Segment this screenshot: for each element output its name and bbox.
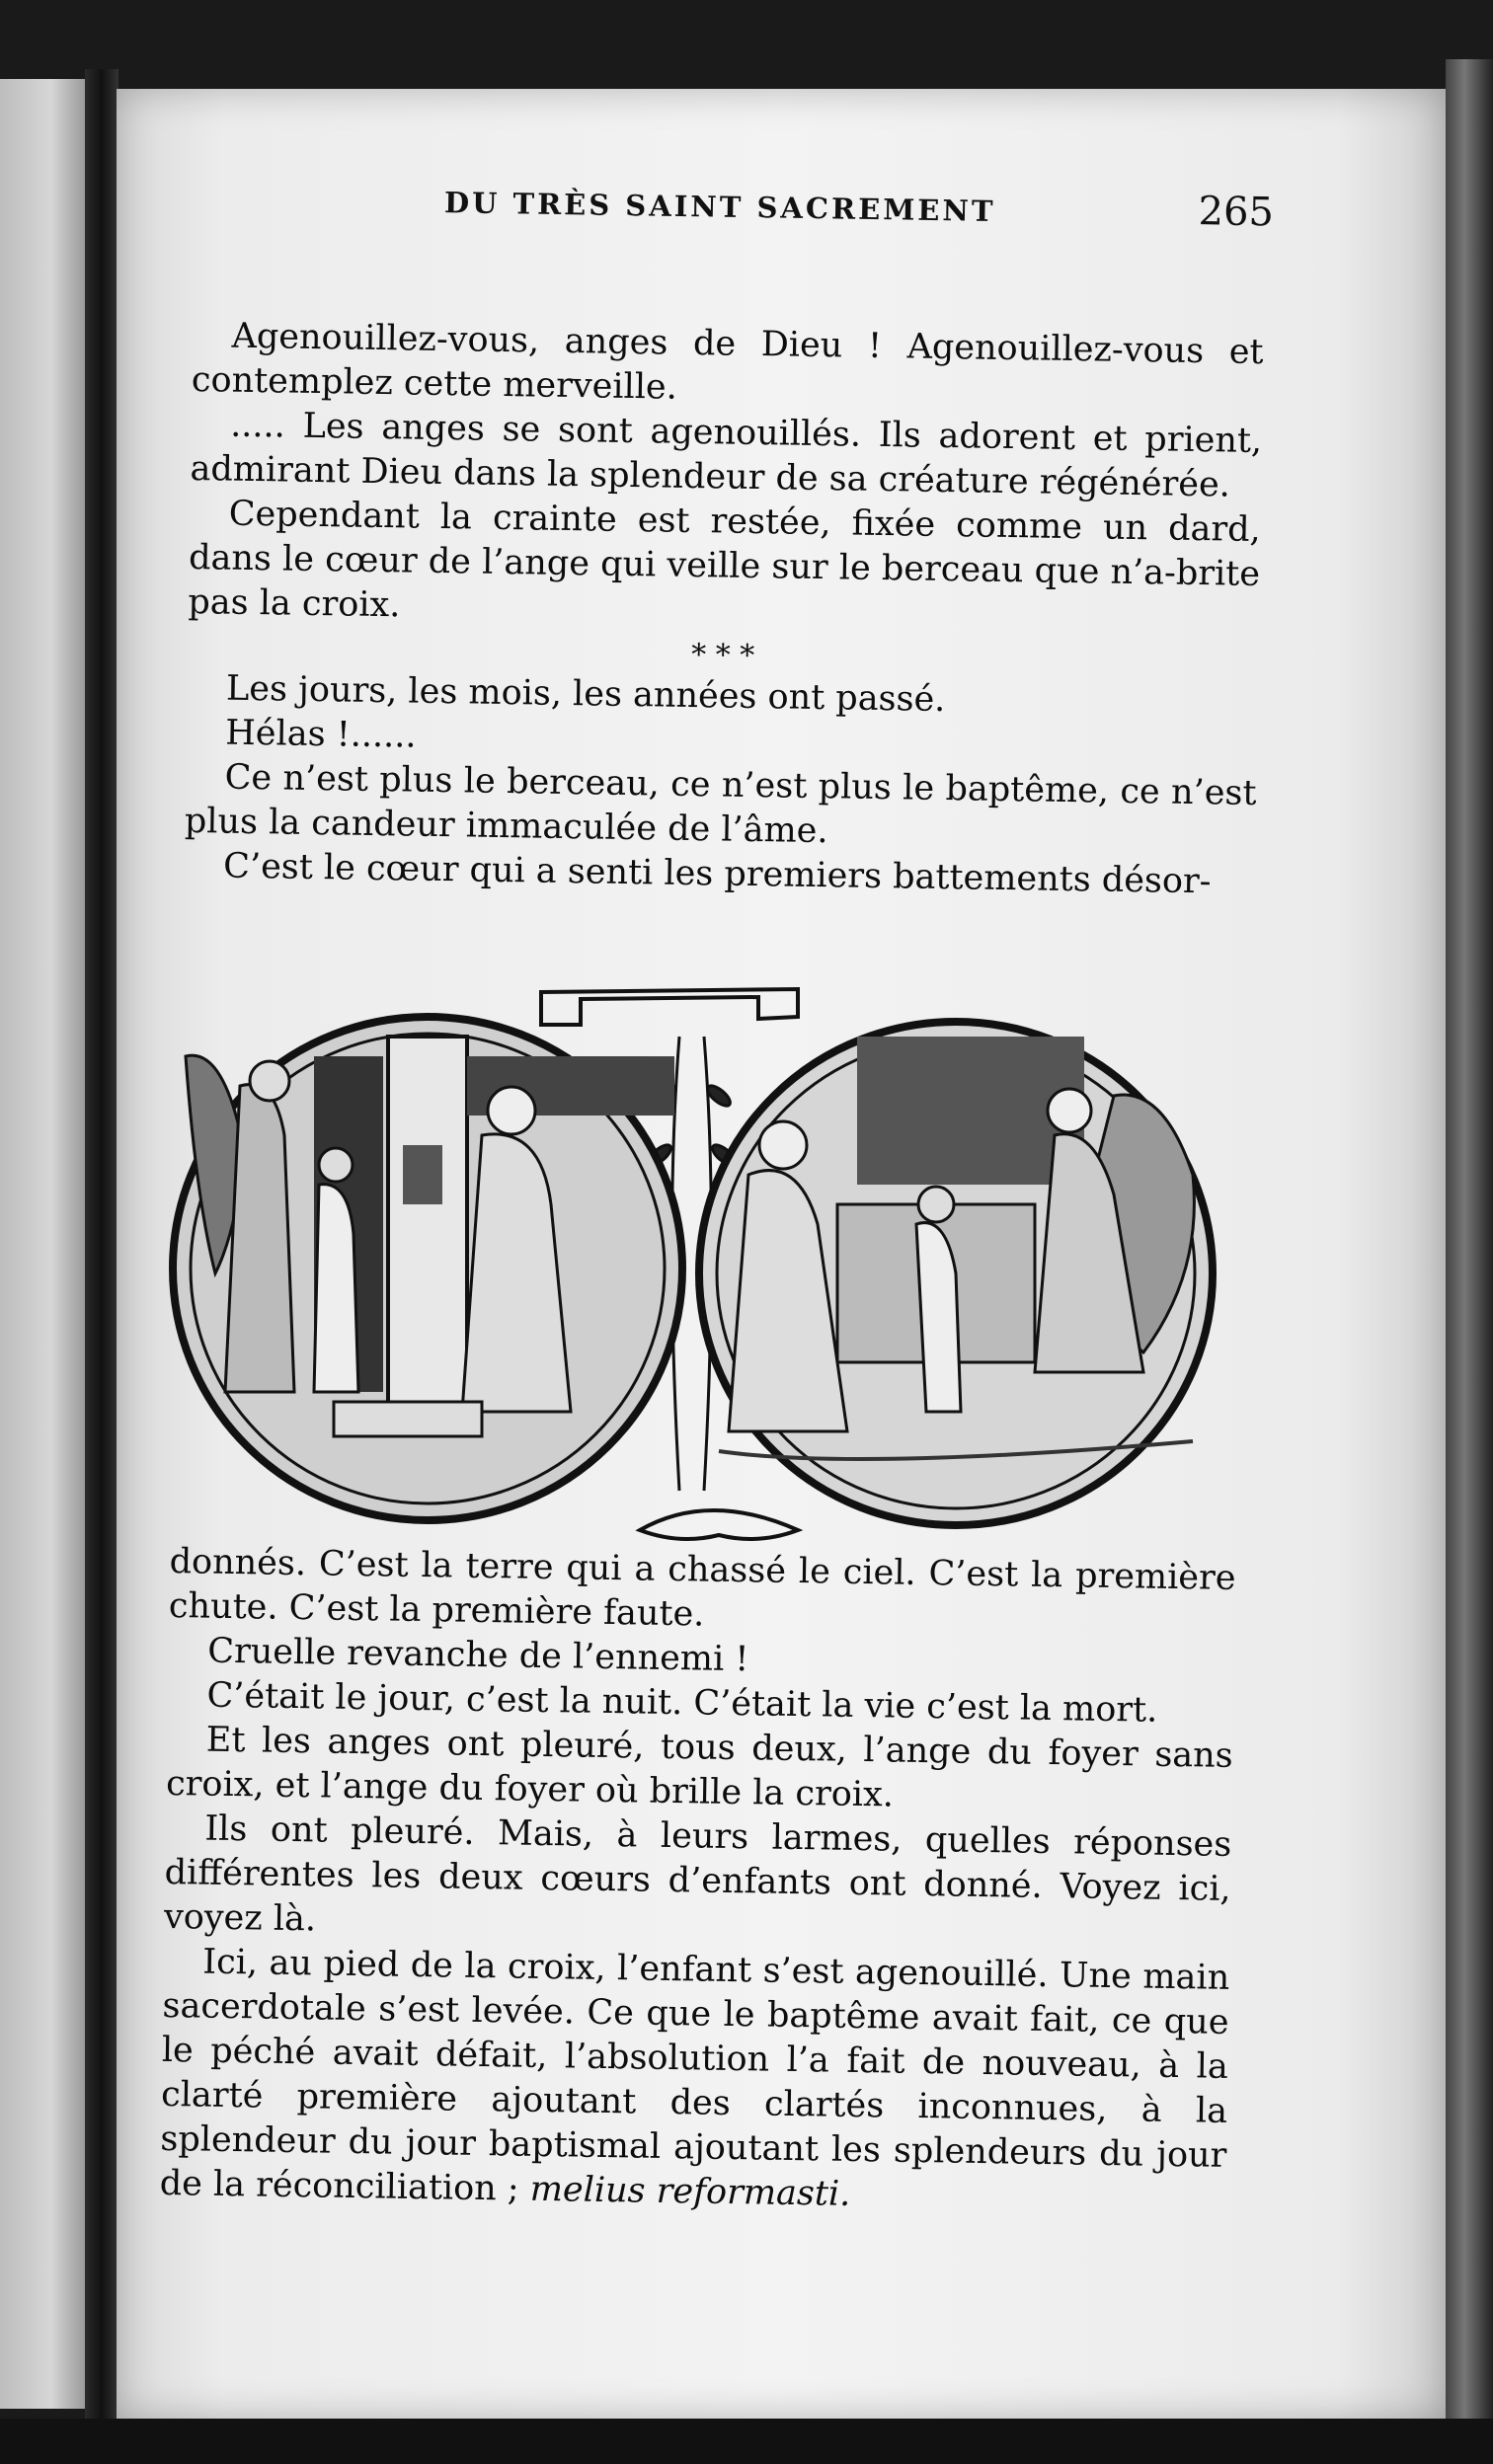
paragraph: Les jours, les mois, les années ont passé. (225, 668, 946, 721)
paragraph: Et les anges ont pleuré, tous deux, l’ange du foyer sans croix, et l’ange du foyer où brille la croix. (165, 1720, 1234, 1815)
paragraph: ..... Les anges se sont agenouillés. Ils adorent et prient, admirant Dieu dans la splendeur de sa créature régénérée. (190, 405, 1263, 505)
confession-scene-roundel (173, 1017, 682, 1520)
facing-page-edge (0, 79, 85, 2409)
section-break-asterism: * * * (690, 637, 755, 673)
paragraph: C’est le cœur qui a senti les premiers battements désor- (222, 846, 1212, 902)
paragraph: C’était le jour, c’est la nuit. C’était la vie c’est la mort. (206, 1675, 1158, 1731)
paragraph: Cependant la crainte est restée, fixée comme un dard, dans le cœur de l’ange qui veille sur le berceau que n’a-brite pas la croix. (188, 494, 1262, 626)
paragraph: Hélas !...... (225, 713, 417, 756)
book-gutter (85, 69, 118, 2419)
paragraph: Agenouillez-vous, anges de Dieu ! Agenouillez-vous et contemplez cette merveille. (191, 316, 1264, 408)
running-title: DU TRÈS SAINT SACREMENT (443, 186, 996, 228)
paragraph-continuation: donnés. C’est la terre qui a chassé le ciel. C’est la première chute. C’est la première faute. (168, 1541, 1236, 1635)
upper-text-block (184, 314, 1264, 905)
paragraph-text: Ici, au pied de la croix, l’enfant s’est agenouillé. Une main sacerdotale s’est levée. Ce que le baptême avait fait, ce que le péché avait défait, l’absolution l’a fait de nouveau, à la clarté première ajoutant des clartés inconnues, à la splendeur du jour baptismal ajoutant les splendeurs du jour de la réconciliation ; (159, 1942, 1230, 2209)
paragraph: Cruelle revanche de l’ennemi ! (206, 1631, 749, 1680)
latin-quotation: melius reformasti. (529, 2169, 851, 2214)
engraving-illustration (166, 977, 1262, 1550)
scan-border (0, 2419, 1493, 2464)
lower-text-block (159, 1540, 1235, 2223)
paragraph (159, 1940, 1229, 2223)
angel-scene-roundel (699, 1022, 1213, 1525)
paragraph: Ce n’est plus le berceau, ce n’est plus le baptême, ce n’est plus la candeur immaculée de l’âme. (184, 757, 1257, 852)
page-stack-edge (1446, 59, 1493, 2428)
page-number: 265 (1198, 189, 1275, 236)
paragraph: Ils ont pleuré. Mais, à leurs larmes, quelles réponses différentes les deux cœurs d’enfants ont donné. Voyez ici, voyez là. (163, 1809, 1232, 1940)
